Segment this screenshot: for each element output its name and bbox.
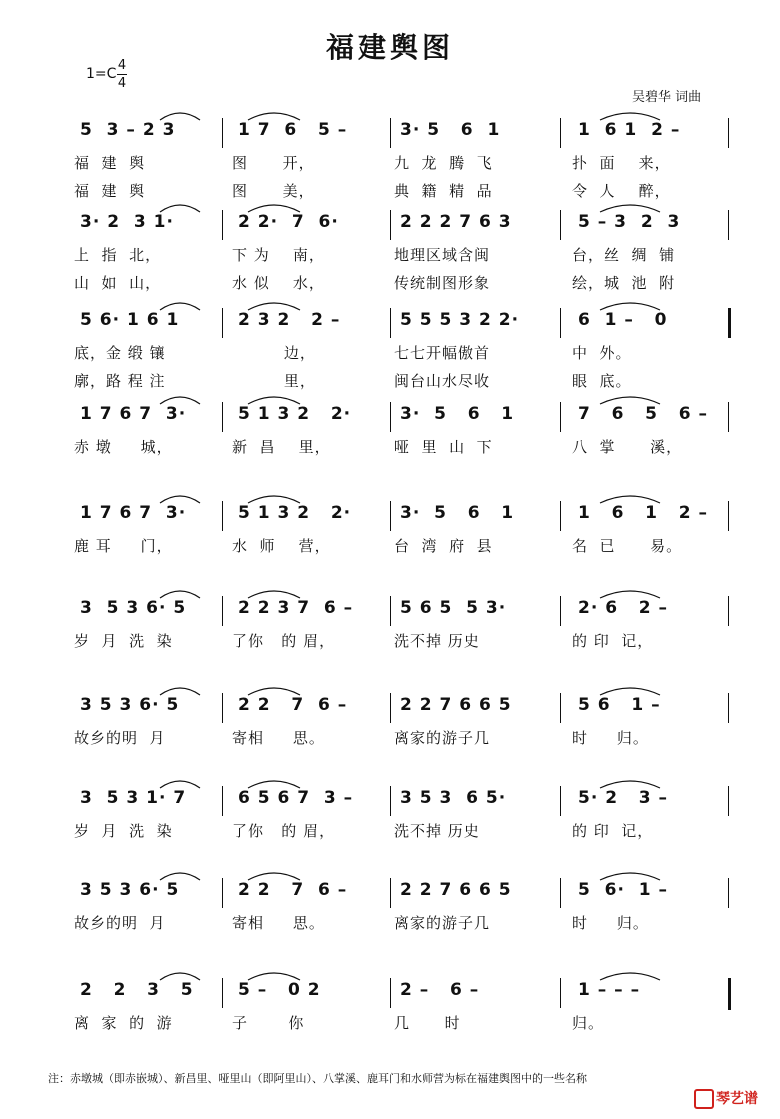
- lyric-line: [0, 1012, 780, 1036]
- slur: [248, 781, 300, 788]
- slur: [248, 873, 300, 880]
- slur: [160, 873, 200, 880]
- measure: 2 2 3 5: [80, 980, 194, 1000]
- measure: 5 – 3 2 3: [578, 212, 681, 232]
- measure: 5 1 3 2 2·: [238, 404, 352, 424]
- slur: [248, 591, 300, 598]
- lyric-segment: 离家的游子几: [394, 729, 491, 747]
- lyric-segment: 眼 底。: [572, 372, 632, 390]
- slur: [160, 496, 200, 503]
- slur-marks: [0, 679, 780, 699]
- measure: 3 5 3 6· 5: [80, 598, 187, 618]
- slur: [248, 496, 300, 503]
- lyric-segment: 闽台山水尽收: [394, 372, 491, 390]
- lyric-segment: 边，: [232, 344, 316, 362]
- measure: 6 5 6 7 3 –: [238, 788, 354, 808]
- measure: 2 2· 7 6·: [238, 212, 339, 232]
- lyric-segment: 故乡的明 月: [74, 729, 166, 747]
- measure: 3 5 3 6· 5: [80, 880, 180, 900]
- lyric-line: [0, 244, 780, 268]
- slur: [600, 496, 660, 503]
- lyric-segment: 时 归。: [572, 729, 649, 747]
- lyric-segment: 台，丝 绸 铺: [572, 246, 676, 264]
- measure: 1 6 1 2 –: [578, 503, 708, 523]
- measure: 2 2 7 6 6 5: [400, 695, 512, 715]
- lyric-segment: 洗不掉 历史: [394, 632, 480, 650]
- lyric-segment: 上 指 北，: [74, 246, 162, 264]
- lyric-segment: 扑 面 来，: [572, 154, 671, 172]
- slur-marks: [0, 487, 780, 507]
- measure: 5 5 5 3 2 2·: [400, 310, 520, 330]
- slur: [248, 973, 300, 980]
- lyric-segment: 传统制图形象: [394, 274, 491, 292]
- measure: 2 2 7 6 6 5: [400, 880, 512, 900]
- lyric-line: [0, 272, 780, 296]
- slur: [160, 781, 200, 788]
- slur: [600, 688, 660, 695]
- author-credit: 吴碧华 词曲: [632, 90, 702, 105]
- measure: 6 1 – 0: [578, 310, 668, 330]
- measure: 2 – 6 –: [400, 980, 480, 1000]
- measure: 3 5 3 6 5·: [400, 788, 507, 808]
- lyric-segment: 名 已 易。: [572, 537, 683, 555]
- lyric-segment: 哑 里 山 下: [394, 438, 493, 456]
- slur: [160, 205, 200, 212]
- measure: 3· 5 6 1: [400, 503, 515, 523]
- lyric-segment: 归。: [572, 1014, 605, 1032]
- lyric-segment: 水 师 营，: [232, 537, 331, 555]
- lyric-line: [0, 820, 780, 844]
- meter-bottom: 4: [117, 76, 127, 91]
- lyric-segment: 典 籍 精 品: [394, 182, 493, 200]
- slur: [600, 781, 660, 788]
- lyric-segment: 山 如 山，: [74, 274, 162, 292]
- slur-marks: [0, 964, 780, 984]
- measure: 5 3 – 2 3: [80, 120, 176, 140]
- measure: 5 – 0 2: [238, 980, 321, 1000]
- watermark-logo: [694, 1088, 776, 1112]
- lyric-segment: 中 外。: [572, 344, 632, 362]
- measure: 1 7 6 7 3·: [80, 503, 187, 523]
- measure: 2 2 3 7 6 –: [238, 598, 354, 618]
- lyric-segment: 福 建 舆: [74, 154, 146, 172]
- logo-icon: [694, 1089, 714, 1109]
- lyric-line: [0, 342, 780, 366]
- slur: [160, 591, 200, 598]
- slur: [160, 113, 200, 120]
- lyric-line: [0, 436, 780, 460]
- lyric-segment: 子 你: [232, 1014, 305, 1032]
- lyric-line: [0, 152, 780, 176]
- lyric-segment: 七七开幅傲首: [394, 344, 491, 362]
- slur: [248, 303, 300, 310]
- meter-top: 4: [117, 58, 127, 73]
- lyric-segment: 赤 墩 城，: [74, 438, 173, 456]
- lyric-segment: 鹿 耳 门，: [74, 537, 173, 555]
- lyric-segment: 绘，城 池 附: [572, 274, 676, 292]
- lyric-segment: 八 掌 溪，: [572, 438, 683, 456]
- lyric-segment: 故乡的明 月: [74, 914, 166, 932]
- slur: [600, 397, 660, 404]
- measure: 1 – – –: [578, 980, 641, 1000]
- lyric-segment: 寄相 思。: [232, 914, 325, 932]
- measure: 5 6 1 –: [578, 695, 661, 715]
- measure: 5· 2 3 –: [578, 788, 669, 808]
- lyric-segment: 了你 的 眉，: [232, 632, 336, 650]
- slur: [160, 688, 200, 695]
- lyric-segment: 图 开，: [232, 154, 315, 172]
- lyric-segment: 寄相 思。: [232, 729, 325, 747]
- slur-marks: [0, 772, 780, 792]
- slur: [160, 303, 200, 310]
- lyric-segment: 里，: [232, 372, 316, 390]
- measure: 7 6 5 6 –: [578, 404, 708, 424]
- slur: [248, 205, 300, 212]
- lyric-segment: 的 印 记，: [572, 822, 654, 840]
- slur: [248, 397, 300, 404]
- measure: 2 2 2 7 6 3: [400, 212, 512, 232]
- slur: [600, 303, 660, 310]
- slur-marks: [0, 104, 780, 124]
- slur: [248, 113, 300, 120]
- lyric-segment: 离家的游子几: [394, 914, 491, 932]
- lyric-line: [0, 535, 780, 559]
- slur: [160, 397, 200, 404]
- lyric-segment: 九 龙 腾 飞: [394, 154, 493, 172]
- lyric-segment: 岁 月 洗 染: [74, 822, 173, 840]
- lyric-segment: 下 为 南，: [232, 246, 325, 264]
- measure: 2 2 7 6 –: [238, 695, 348, 715]
- slur: [600, 205, 660, 212]
- lyric-segment: 图 美，: [232, 182, 315, 200]
- lyric-segment: 底，金 缎 镶: [74, 344, 166, 362]
- measure: 1 7 6 7 3·: [80, 404, 187, 424]
- key-signature: 1=C: [86, 66, 117, 82]
- watermark-text: 琴艺谱: [716, 1091, 758, 1107]
- measure: 3· 5 6 1: [400, 120, 501, 140]
- lyric-line: [0, 727, 780, 751]
- lyric-line: [0, 630, 780, 654]
- lyric-segment: 几 时: [394, 1014, 461, 1032]
- measure: 5 6· 1 6 1: [80, 310, 180, 330]
- slur-marks: [0, 388, 780, 408]
- lyric-segment: 廓，路 程 注: [74, 372, 166, 390]
- measure: 3· 5 6 1: [400, 404, 515, 424]
- slur-marks: [0, 294, 780, 314]
- lyric-segment: 水 似 水，: [232, 274, 325, 292]
- lyric-segment: 台 湾 府 县: [394, 537, 493, 555]
- slur: [600, 113, 660, 120]
- slur: [248, 688, 300, 695]
- measure: 2· 6 2 –: [578, 598, 669, 618]
- measure: 1 7 6 5 –: [238, 120, 348, 140]
- measure: 2 2 7 6 –: [238, 880, 348, 900]
- measure: 5 1 3 2 2·: [238, 503, 352, 523]
- measure: 3 5 3 6· 5: [80, 695, 180, 715]
- measure: 5 6 5 5 3·: [400, 598, 507, 618]
- song-title: 福建舆图: [325, 31, 454, 64]
- lyric-segment: 了你 的 眉，: [232, 822, 336, 840]
- lyric-line: [0, 912, 780, 936]
- lyric-segment: 岁 月 洗 染: [74, 632, 173, 650]
- slur: [600, 973, 660, 980]
- slur: [600, 591, 660, 598]
- slur-marks: [0, 864, 780, 884]
- measure: 3· 2 3 1·: [80, 212, 174, 232]
- slur-marks: [0, 582, 780, 602]
- lyric-segment: 离 家 的 游: [74, 1014, 173, 1032]
- slur-marks: [0, 196, 780, 216]
- lyric-segment: 令 人 醉，: [572, 182, 671, 200]
- slur: [160, 973, 200, 980]
- lyric-segment: 的 印 记，: [572, 632, 654, 650]
- slur: [600, 873, 660, 880]
- measure: 2 3 2 2 –: [238, 310, 341, 330]
- footnote: 注：赤墩城（即赤嵌城）、新昌里、哑里山（即阿里山）、八掌溪、鹿耳门和水师营为标在福建舆图中的一些名称: [48, 1072, 587, 1085]
- measure: 1 6 1 2 –: [578, 120, 681, 140]
- lyric-segment: 新 昌 里，: [232, 438, 331, 456]
- measure: 5 6· 1 –: [578, 880, 669, 900]
- lyric-segment: 福 建 舆: [74, 182, 146, 200]
- lyric-segment: 地理区域含闽: [394, 246, 491, 264]
- lyric-segment: 时 归。: [572, 914, 649, 932]
- time-signature: [117, 58, 127, 91]
- measure: 3 5 3 1· 7: [80, 788, 187, 808]
- lyric-segment: 洗不掉 历史: [394, 822, 480, 840]
